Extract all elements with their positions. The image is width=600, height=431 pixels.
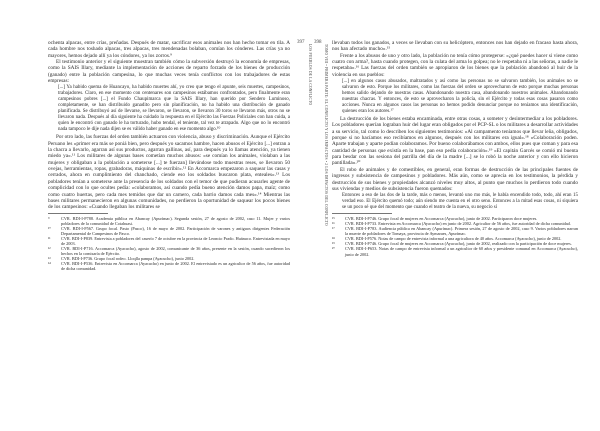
left-running-head: LOS PUEBLOS DE LA CONFLICTO — [308, 44, 312, 106]
footnote-divider — [332, 213, 392, 214]
footnote-divider — [48, 213, 108, 214]
left-quote-text: [...] Ya habido quema de Huancayo, ha habido muertes ahí, yo creo que tengo el apunte, seis muertes, campesinos, trabajadores. Claro, en ese momento con centenares son campesinos estábamos confrontados, pero finalmente eran campesinos pobres [...] el Fundo Chaupimarca que la SAIS Illary, han querido por Sendero Luminoso, completamente, se han distribuido ganadito pero sin planificación, no ha habido una distribución de ganado planificada. Se distribuyó así de llevarse, se llevaron, se llevaron, se llevaron 30 toros se llevaron más, otros no se llevaron nada. Después al día siguiente ha cuidado la respuesta en el Ejército las Fuerzas Policiales con han cuida, a quien le encontró con ganado le ha torturado, hubo tendal, el teniente, tal vez te atrapado. Algo que no lo encontró nada tampoco le dije nada dijen se es válido haber ganado en ese momento algo.¹⁰ — [58, 85, 290, 133]
footnote: ¹³ CVR. BDI-I-P736. Grupo focal rodeo. Lloqlla pampa (Ayacucho), junio 2002. — [48, 255, 195, 261]
right-paragraph-1: llevaban todos los ganados, a veces se llevaban con su helicóptero, entonces nos han dejado en fracaso hasta ahora, nos han afectado mucho».¹⁵ — [332, 40, 578, 53]
footnote: ⁹ CVR. BDI-I-P788. Academia pública en Abancay (Apurímac). Segunda sesión, 27 de agosto de 2002, caso 11. Mujer y varios pobladores de la comunidad de Cotahuasi. — [48, 215, 290, 226]
footnote: ¹⁷ CVR. BDI-I-P783. Audiencia pública en Abancay (Apurímac). Primera sesión, 27 de agosto de 2002, caso 9. Varios pobladores narran la muerte de pobladores de Tomaya, provincia de Aymaraes, Apurímac. — [332, 226, 578, 237]
left-page — [48, 40, 290, 271]
footnote: ¹⁶ CVR. BDI-I-P733. Entrevista en Accomarca (Ayacucho) en junio de 2002. Agricultor de 56 años, fue autoridad de dicha comunidad. — [332, 221, 571, 227]
footnote: ¹⁴ CVR. BDI-I-P536. Entrevista en Accomarca (Ayacucho) en junio de 2002. El entrevistado es un agricultor de 56 años, fue autoridad de dicha comunidad. — [48, 260, 290, 271]
right-page — [332, 40, 578, 257]
left-block-quote — [58, 85, 290, 133]
footnote: ¹² CVR. BDI-I-P716. Accomarca (Ayacucho), agosto de 2002, comunicante de 36 años, presente en la sesión, cuando sucedieron los hechos en la comisaría de Ejército. — [48, 245, 290, 256]
right-footnotes — [332, 216, 578, 256]
footnote: ¹⁵ CVR. BDI-I-P746. Grupo focal de mujeres en Accomarca (Ayacucho), junio de 2002. Participaron doce mujeres. — [332, 216, 538, 222]
footnote: ¹¹ CVR. BDI-I-P839. Entrevista a pobladores del caserío 7 de octubre en la provincia de Leoncio Prado. Huánuco. Entrevistada en mayo de 2003. — [48, 235, 290, 246]
right-quote-text: [...] en algunos casos abusados, maltratados y así como las personas no se salvaron también, los animales no se salvaron de esto. Porque los militares, como las fuerzas del orden se aprovecharon de esto porque muchas personas hemos salido dejando de nuestras casas. Abandonando nuestra casa, abandonando nuestros animales. Abandonando nuestras chacras. Y entonces, de esto se aprovecharon la policía, sin el Ejército y todas esas cosas pasaron como acciones. Nunca en algunos casos las personas no hemos podido denunciar porque no teníamos una identificación, quienes eran los autores.¹⁷ — [342, 79, 578, 115]
right-block-quote — [342, 79, 578, 115]
right-quote-2-text: Entonces a eso de las dos de la tarde, más o menos, levantó uno mo más, le había encendido todo, todo, ahí eran 15 verdad eso. El Ejército quemó todo; aún siendo me cuenta en el otro seno. Entonces a la mitad esas cosas, ni siquiera se un poco sé que del momento que cuando el teatro de la nueva, su negocio sí — [342, 193, 578, 211]
footnote: ¹⁹ CVR. BDI-I-P746. Grupo focal de mujeres en Accomarca (Ayacucho), junio de 2002, realizado con la participación de doce mujeres. — [332, 241, 572, 247]
left-footnotes — [48, 216, 290, 272]
right-block-quote-2 — [342, 193, 578, 211]
footnote: ¹⁸ CVR. BDI-I-P576. Notas de campo de entrevista informal a una agricultora de 40 años. Accomarca (Ayacucho), junio de 2002. — [332, 236, 562, 242]
right-page-number: 398 — [314, 40, 322, 45]
left-paragraph-1: ochenta alpacas, entre crías, preñadas. Después de matar, sacrificar esos animales nos han hecho tomar en tila. A cada hombre nos toshado alpacas, tres alpacas, tres mendenadas bolaban, comían los cónderes. Las crías ya no mayores, hemos dejado allí ya los cóndores, ya los zorros.⁹ — [48, 40, 290, 59]
right-paragraph-3: La destrucción de los bienes estaba encaminada, entre otras cosas, a someter y desintermediar a los pobladores. Los pobladores querían lograban huir del lugar eran obligados por el PCP-SL o los militares a desarrollar actividades a su servicio, tal como lo describen los siguientes testimonios: «Al campamento teníamos que llevar leña, obligados, porque si no hacíamos eso recibíamos en algunos, después con los militares era igual».¹⁸ «Colaboración poden. Aparte trabajan y aparte podían colaboramos. Por bueno colaborábamos con ambos, ellos pues que coman y para esa cantidad de personas que existía en la base, pan eso pedía colaboración».¹⁹ «El capitán Garcés se comió mi buenta para besdar con las sesiona del patrilla del día de la madre [...] se lo robó la noche anterior y con ello hicieron pantillada».²⁰ — [332, 116, 578, 167]
left-paragraph-3: Por otro lado, las fuerzas del orden también actuaron con violencia, abuso y discriminación. Aunque el Ejército Peruano les «primer era más se poniá bien, pero después yo sacamos hambre, hacen abusos el Ejército [...] entran a la chacra a llevarlo, agarran así sus productos, agarran gallinas, así, para después ya lo llamas atención, ya tienen miedo ya».¹¹ Los militares de algunas bases cometían muchos abusos: «se comían los animales, violaban a las mujeres y obligaban a la población a someterse [...] te fuerzan] llevándose todo muestras reses, se llevaron 50 ovejas, herramientas, ropas, grabadoras, máquinas de escribir».¹² En Accomarca empezaron a saquear las casas y cerrados, ahora en cumplimiento del chanchado, ciende eso los soldados buscaron plata, enteales».¹³ Los pobladores tenían a someterse ante la presencia de los soldados con el temor de que pudieran acusarles agente de complicidad con lo que ocultes pedía: «colaboramos, así cuando pedía bueno atención damos papa, maíz; como como cuatro huertas, pero cada mes temidos que dar un carnero, cada barrio damos cada mes».¹⁴ Mientras las bases militares permanecieron en algunas comunidades, no perdieron la oportunidad de saquear los pocos bienes de los campesinos: «Cuando llegaban los militares se — [48, 134, 290, 211]
right-paragraph-2: Frente a los abusos de uno y otro lado, la población no tenía cómo protegerse: «¿qué puedes hacer si viene como cuatro con arma?, hasta cuando protegen, con la culata del arma lo golpea; no le respetaba ni a las señoras, a nadie le respetaba».¹⁶ Las fuerzas del orden también se apropiaron de los bienes que la población abandonó al huir de la violencia en sus pueblos: — [332, 52, 578, 78]
left-paragraph-2: El testimonio anterior y el siguiente muestran también cómo la subversión destruyó la economía de empresas, como la SAIS Illary, mediante la implementación de acciones de reparto forzado de los bienes de producción (ganado) entre la población campesina, lo que muchas veces tenía conflictos con los trabajadores de estas empresas: — [48, 59, 290, 85]
right-running-head: TOMO VIII • PRIMERA PARTE: EL CONFLICTO Y LOS IMPACTOS • 2 LOS IMPACTOS DEL CONFLICTO — [324, 44, 328, 226]
left-page-number: 397 — [297, 40, 305, 45]
right-paragraph-4: El robo de animales y de comestibles, en general, eran formas de destrucción de las principales fuentes de ingresos y subsistencia de campesinos y pobladores. Más aún, como se aprecia en los testimonios, la pérdida y destrucción de sus bienes y propiedades alcanzó niveles muy altos, al punto que muchos lo perdieron todo cuando sus viviendas y medios de subsistencia fueron quemados: — [332, 166, 578, 192]
footnote: ²⁰ CVR. BDI-I-P653. Notas de campo de entrevista informal a un agricultor de 60 años y presidente comunal en Accomarca (Ayacucho), junio de 2002. — [332, 246, 578, 257]
footnote: ¹⁰ CVR. BDI-I-P567. Grupo focal. Pasto (Pasco), 16 de mayo de 2002. Participación de varones y antiguos dirigentes Federación Departamental de Campesinos de Pasco. — [48, 225, 290, 236]
